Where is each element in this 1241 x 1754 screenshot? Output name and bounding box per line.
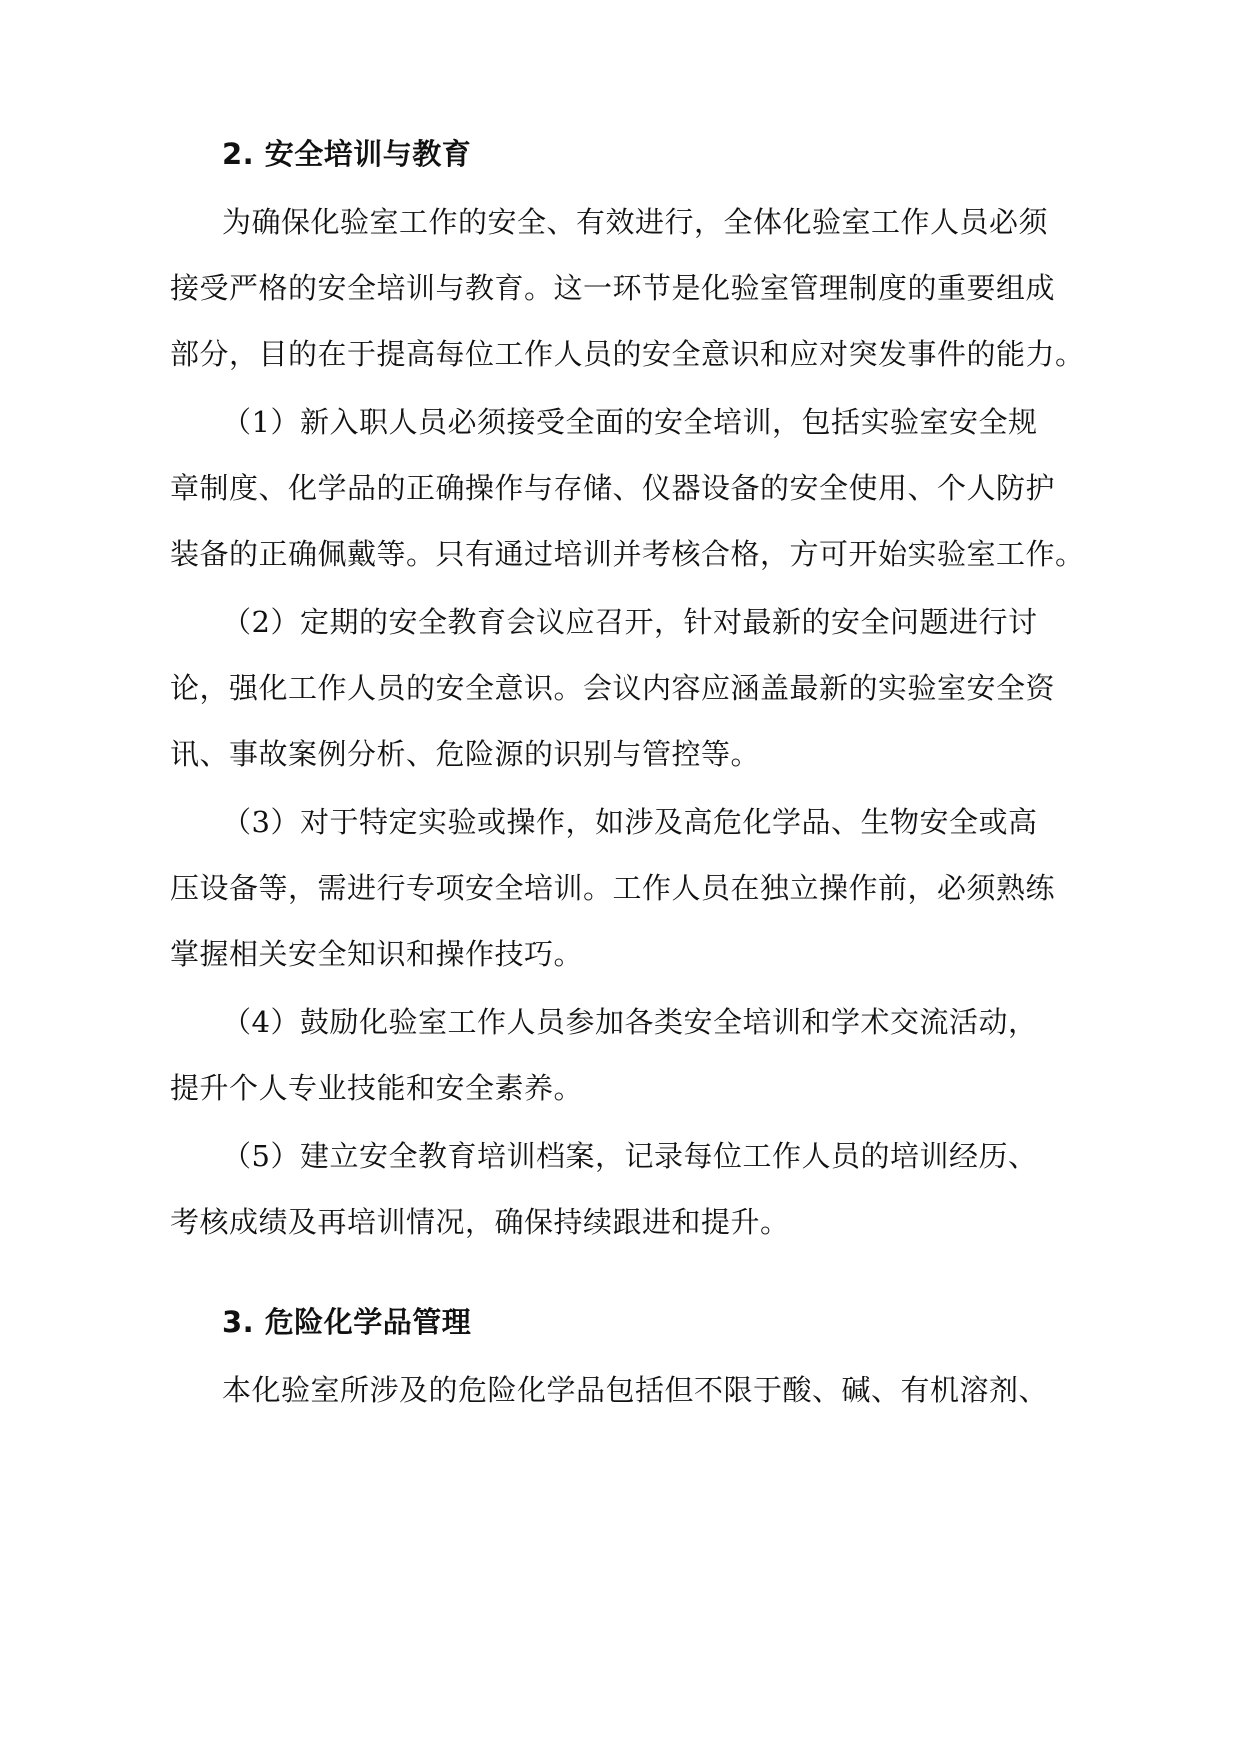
item-5-line-1: （5）建立安全教育培训档案，记录每位工作人员的培训经历、 bbox=[222, 1139, 1038, 1173]
item-2-line-2: 论，强化工作人员的安全意识。会议内容应涵盖最新的实验室安全资 bbox=[170, 671, 1056, 705]
item-2-line-3: 讯、事故案例分析、危险源的识别与管控等。 bbox=[170, 737, 761, 771]
section-2-intro-line-1: 为确保化验室工作的安全、有效进行，全体化验室工作人员必须 bbox=[222, 205, 1049, 239]
section-2-intro-line-3: 部分，目的在于提高每位工作人员的安全意识和应对突发事件的能力。 bbox=[170, 337, 1085, 371]
item-1-line-1: （1）新入职人员必须接受全面的安全培训，包括实验室安全规 bbox=[222, 405, 1038, 439]
item-3-line-3: 掌握相关安全知识和操作技巧。 bbox=[170, 937, 584, 971]
item-3-line-2: 压设备等，需进行专项安全培训。工作人员在独立操作前，必须熟练 bbox=[170, 871, 1056, 905]
item-2-line-1: （2）定期的安全教育会议应召开，针对最新的安全问题进行讨 bbox=[222, 605, 1038, 639]
item-3-line-1: （3）对于特定实验或操作，如涉及高危化学品、生物安全或高 bbox=[222, 805, 1038, 839]
item-5-line-2: 考核成绩及再培训情况，确保持续跟进和提升。 bbox=[170, 1205, 790, 1239]
section-3-heading: 3. 危险化学品管理 bbox=[222, 1305, 472, 1339]
section-3-intro-line-1: 本化验室所涉及的危险化学品包括但不限于酸、碱、有机溶剂、 bbox=[222, 1373, 1049, 1407]
item-4-line-2: 提升个人专业技能和安全素养。 bbox=[170, 1071, 584, 1105]
item-1-line-3: 装备的正确佩戴等。只有通过培训并考核合格，方可开始实验室工作。 bbox=[170, 537, 1085, 571]
section-2-intro-line-2: 接受严格的安全培训与教育。这一环节是化验室管理制度的重要组成 bbox=[170, 271, 1056, 305]
section-2-heading: 2. 安全培训与教育 bbox=[222, 137, 472, 171]
item-1-line-2: 章制度、化学品的正确操作与存储、仪器设备的安全使用、个人防护 bbox=[170, 471, 1056, 505]
item-4-line-1: （4）鼓励化验室工作人员参加各类安全培训和学术交流活动， bbox=[222, 1005, 1038, 1039]
